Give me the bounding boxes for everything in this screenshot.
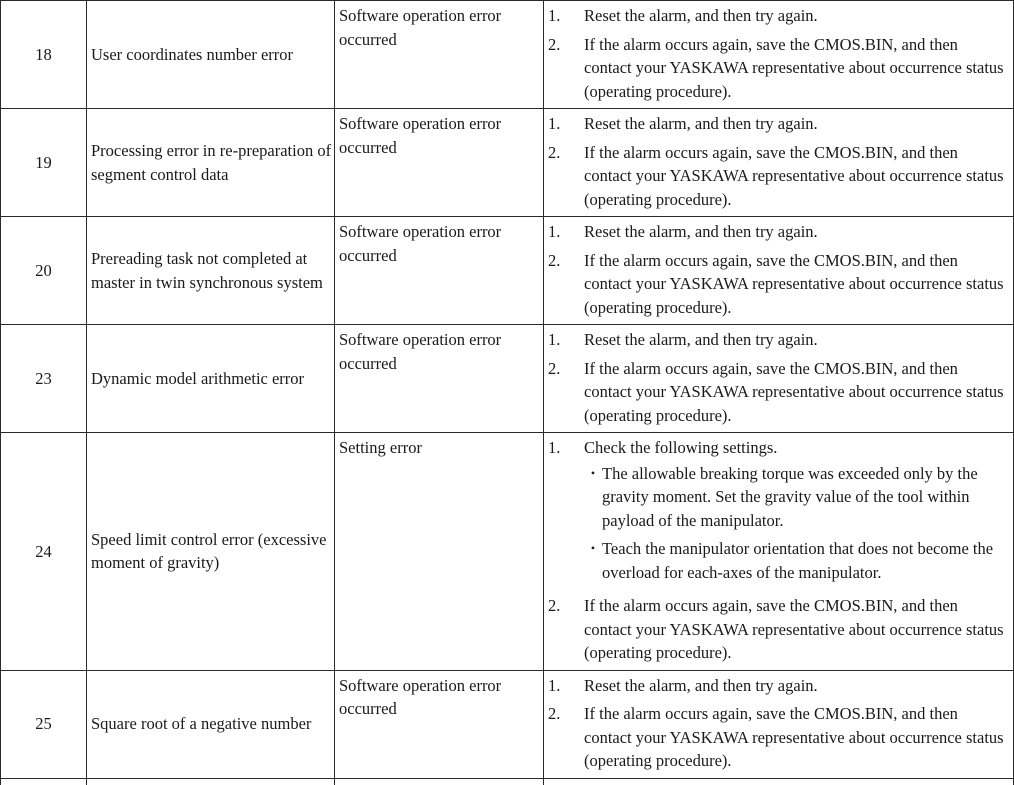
step-body	[584, 436, 1007, 589]
alarm-cause-text: Software operation error occurred	[339, 330, 502, 373]
step-number: 2.	[548, 596, 561, 615]
alarm-cause-text: Software operation error occurred	[339, 675, 502, 718]
alarm-number	[1, 325, 87, 433]
remedy-step	[548, 357, 1007, 428]
remedy-step	[548, 674, 1007, 698]
step-text: Reset the alarm, and then try again.	[584, 6, 818, 25]
step-text: Check the following settings.	[584, 438, 778, 457]
step-body	[584, 4, 1007, 28]
step-body	[584, 141, 1007, 212]
alarm-cause	[335, 433, 544, 671]
step-body	[584, 249, 1007, 320]
remedy-step	[548, 141, 1007, 212]
step-text: Reset the alarm, and then try again.	[584, 222, 818, 241]
step-text: If the alarm occurs again, save the CMOS.BIN, and then contact your YASKAWA representative about occurrence status (operating procedure).	[584, 704, 1004, 770]
step-number: 2.	[548, 704, 561, 723]
remedy-step	[548, 33, 1007, 104]
alarm-number	[1, 217, 87, 325]
alarm-remedy	[544, 1, 1014, 109]
alarm-cause	[335, 670, 544, 778]
step-number: 1.	[548, 114, 561, 133]
alarm-name	[87, 1, 335, 109]
remedy-step	[548, 436, 1007, 589]
alarm-cause	[335, 109, 544, 217]
step-body	[584, 674, 1007, 698]
alarm-name-text: Prereading task not completed at master in twin synchronous system	[91, 249, 323, 292]
alarm-remedy	[544, 433, 1014, 671]
bullet-item	[584, 462, 1007, 533]
alarm-remedy	[544, 217, 1014, 325]
table-row	[1, 109, 1014, 217]
table-row	[1, 217, 1014, 325]
alarm-number-text: 25	[35, 714, 52, 734]
step-number: 2.	[548, 358, 561, 378]
alarm-cause	[335, 1, 544, 109]
alarm-number-text: 20	[35, 260, 52, 280]
alarm-number-text: 19	[35, 152, 52, 172]
step-body	[584, 112, 1007, 136]
step-text: If the alarm occurs again, save the CMOS.BIN, and then contact your YASKAWA representative about occurrence status (operating procedure).	[584, 596, 1004, 662]
remedy-step	[548, 4, 1007, 28]
alarm-name	[87, 670, 335, 778]
remedy-step	[548, 702, 1007, 773]
alarm-cause-text: Software operation error occurred	[339, 222, 502, 265]
alarm-cause	[335, 217, 544, 325]
alarm-cause-text: Software operation error occurred	[339, 6, 502, 49]
alarm-name-text: Speed limit control error (excessive moment of gravity)	[91, 529, 327, 573]
remedy-step	[548, 328, 1007, 352]
alarm-number	[1, 1, 87, 109]
alarm-number-text: 24	[35, 541, 52, 561]
alarm-name	[87, 217, 335, 325]
table-row	[1, 1, 1014, 109]
table-row	[1, 433, 1014, 671]
alarm-cause-text: Setting error	[339, 438, 422, 457]
alarm-cause-text: Software operation error occurred	[339, 114, 502, 157]
alarm-name-text: Square root of a negative number	[91, 714, 312, 734]
remedy-step	[548, 249, 1007, 320]
step-text: If the alarm occurs again, save the CMOS.BIN, and then contact your YASKAWA representative about occurrence status (operating procedure).	[584, 142, 1004, 209]
alarm-cause	[335, 325, 544, 433]
step-text: Reset the alarm, and then try again.	[584, 330, 818, 349]
step-number: 1.	[548, 222, 561, 241]
step-body	[584, 220, 1007, 244]
alarm-remedy	[544, 325, 1014, 433]
step-number: 2.	[548, 250, 561, 270]
step-number: 1.	[548, 438, 561, 457]
step-body	[584, 702, 1007, 773]
remedy-step	[548, 220, 1007, 244]
step-text: If the alarm occurs again, save the CMOS.BIN, and then contact your YASKAWA representative about occurrence status (operating procedure).	[584, 34, 1004, 101]
step-number: 2.	[548, 142, 561, 162]
alarm-number	[1, 670, 87, 778]
alarm-table-body	[1, 0, 1014, 785]
step-text: If the alarm occurs again, save the CMOS.BIN, and then contact your YASKAWA representative about occurrence status (operating procedure).	[584, 250, 1004, 317]
alarm-name	[87, 325, 335, 433]
alarm-number	[1, 109, 87, 217]
alarm-name-text: User coordinates number error	[91, 44, 294, 64]
step-body	[584, 328, 1007, 352]
step-number: 1.	[548, 675, 561, 695]
step-text: Reset the alarm, and then try again.	[584, 114, 818, 133]
alarm-name-text: Dynamic model arithmetic error	[91, 368, 305, 388]
table-row	[1, 670, 1014, 778]
alarm-remedy	[544, 670, 1014, 778]
step-body	[584, 33, 1007, 104]
bullet-text: Teach the manipulator orientation that does not become the overload for each-axes of the manipulator.	[602, 539, 994, 582]
bullet-text: The allowable breaking torque was exceeded only by the gravity moment. Set the gravity value of the tool within payload of the manipulator.	[602, 463, 978, 530]
bullet-item	[584, 537, 1007, 584]
alarm-number-text: 23	[35, 368, 52, 388]
step-number: 1.	[548, 6, 561, 25]
remedy-step	[548, 594, 1007, 665]
alarm-name-text: Processing error in re-preparation of segment control data	[91, 141, 332, 184]
bullet-icon: •	[590, 541, 596, 555]
step-text: If the alarm occurs again, save the CMOS.BIN, and then contact your YASKAWA representative about occurrence status (operating procedure).	[584, 358, 1004, 425]
step-number: 2.	[548, 34, 561, 54]
step-text: Reset the alarm, and then try again.	[584, 675, 818, 695]
step-body	[584, 594, 1007, 665]
alarm-name	[87, 433, 335, 671]
table-bottom-edge	[1, 778, 1014, 785]
table-row	[1, 325, 1014, 433]
step-number: 1.	[548, 330, 561, 349]
alarm-remedy	[544, 109, 1014, 217]
bullet-icon: •	[590, 465, 596, 480]
alarm-number-text: 18	[35, 44, 52, 64]
step-body	[584, 357, 1007, 428]
alarm-number	[1, 433, 87, 671]
remedy-step	[548, 112, 1007, 136]
alarm-name	[87, 109, 335, 217]
